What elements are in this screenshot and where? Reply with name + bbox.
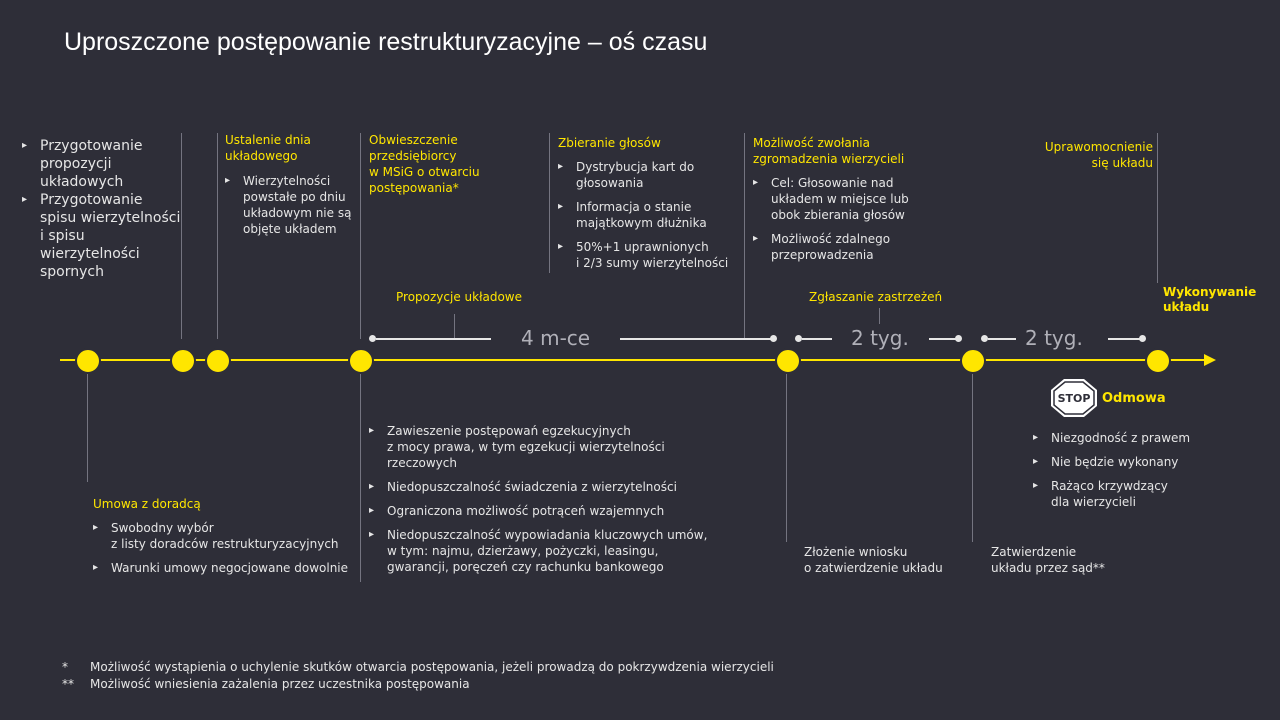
duration-line — [929, 338, 957, 340]
timeline-axis — [60, 359, 1208, 361]
separator-zgromadzenie — [744, 133, 745, 339]
zgromadzenie-section — [753, 135, 953, 271]
duration-line — [988, 338, 1016, 340]
milestone-uprawomocnienie — [1145, 348, 1171, 374]
page-title: Uproszczone postępowanie restrukturyzacyjne – oś czasu — [64, 28, 708, 56]
prep-item: ▸ Przygotowanie propozycji układowych — [22, 137, 182, 191]
duration-line — [1108, 338, 1140, 340]
zgromadzenie-item: ▸ Cel: Głosowanie nad układem w miejsce lub obok zbierania głosów — [753, 175, 953, 223]
duration-start-dot — [369, 335, 376, 342]
glosy-item: ▸ Informacja o stanie majątkowym dłużnika — [558, 199, 738, 231]
footnote-mark: ** — [62, 677, 74, 691]
skutki-item: ▸ Ograniczona możliwość potrąceń wzajemnych — [369, 503, 729, 519]
skutki-item: ▸ Niedopuszczalność świadczenia z wierzytelności — [369, 479, 729, 495]
milestone-prep — [170, 348, 196, 374]
footnote-text: Możliwość wniesienia zażalenia przez uczestnika postępowania — [90, 677, 470, 691]
odmowa-heading: Odmowa — [1102, 391, 1166, 406]
footnote-text: Możliwość wystąpienia o uchylenie skutków otwarcia postępowania, jeżeli prowadzą do pokrzywdzenia wierzycieli — [90, 660, 774, 674]
duration-start-dot — [981, 335, 988, 342]
stop-sign-icon — [1050, 378, 1098, 418]
milestone-dzien — [205, 348, 231, 374]
prep-section — [22, 137, 182, 281]
zgromadzenie-item: ▸ Możliwość zdalnego przeprowadzenia — [753, 231, 953, 263]
milestone-wniosek — [775, 348, 801, 374]
separator-glosy — [549, 133, 550, 273]
duration-line — [802, 338, 832, 340]
duration-4-months: 4 m-ce — [521, 326, 591, 350]
odmowa-item: ▸ Nie będzie wykonany — [1033, 454, 1233, 470]
duration-line — [376, 338, 491, 340]
umowa-item: ▸ Swobodny wybór z listy doradców restrukturyzacyjnych — [93, 520, 358, 552]
timeline-arrow-icon — [1204, 354, 1216, 366]
drop-skutki — [360, 372, 361, 582]
milestone-umowa — [75, 348, 101, 374]
duration-line — [620, 338, 772, 340]
propozycje-label: Propozycje układowe — [396, 290, 522, 304]
zatwierdzenie-text: Zatwierdzenie układu przez sąd** — [991, 545, 1105, 575]
skutki-item: ▸ Niedopuszczalność wypowiadania kluczowych umów, w tym: najmu, dzierżawy, pożyczki, leasingu, gwarancji, poręczeń czy rachunku bankowego — [369, 527, 729, 575]
wniosek-text: Złożenie wniosku o zatwierdzenie układu — [804, 545, 943, 575]
footnote — [62, 676, 1212, 693]
dzien-section — [225, 132, 355, 245]
odmowa-section — [1033, 430, 1233, 518]
glosy-item: ▸ 50%+1 uprawnionych i 2/3 sumy wierzytelności — [558, 239, 738, 271]
glosy-item: ▸ Dystrybucja kart do głosowania — [558, 159, 738, 191]
drop-zatwierdzenie — [972, 372, 973, 542]
separator-obwieszczenie — [360, 133, 361, 339]
duration-2-weeks: 2 tyg. — [851, 326, 909, 350]
duration-end-dot — [955, 335, 962, 342]
footnote-mark: * — [62, 660, 68, 674]
odmowa-item: ▸ Niezgodność z prawem — [1033, 430, 1233, 446]
glosy-heading: Zbieranie głosów — [558, 136, 661, 150]
umowa-item: ▸ Warunki umowy negocjowane dowolnie — [93, 560, 358, 576]
drop-wniosek — [786, 372, 787, 542]
separator-dzien — [217, 133, 218, 339]
tick-propozycje — [454, 314, 455, 338]
duration-end-dot — [770, 335, 777, 342]
footnotes — [62, 659, 1212, 693]
stop-sign-label: STOP — [1057, 392, 1091, 405]
duration-2-weeks: 2 tyg. — [1025, 326, 1083, 350]
duration-start-dot — [795, 335, 802, 342]
uprawomocnienie-heading: Uprawomocnienie się układu — [1044, 140, 1153, 170]
footnote — [62, 659, 1212, 676]
umowa-section — [93, 496, 358, 584]
wykonywanie-label: Wykonywanie układu — [1163, 285, 1257, 314]
zastrzezenia-label: Zgłaszanie zastrzeżeń — [809, 290, 943, 304]
drop-umowa — [87, 372, 88, 482]
duration-end-dot — [1139, 335, 1146, 342]
separator-uprawomocnienie — [1157, 133, 1158, 283]
glosy-section — [558, 135, 738, 279]
skutki-item: ▸ Zawieszenie postępowań egzekucyjnych z mocy prawa, w tym egzekucji wierzytelności rzeczowych — [369, 423, 729, 471]
milestone-obwieszczenie — [348, 348, 374, 374]
umowa-heading: Umowa z doradcą — [93, 497, 201, 511]
zgromadzenie-heading: Możliwość zwołania zgromadzenia wierzycieli — [753, 136, 905, 166]
prep-item: ▸ Przygotowanie spisu wierzytelności i spisu wierzytelności spornych — [22, 191, 182, 281]
tick-zastrzezenia — [879, 308, 880, 324]
obwieszczenie-heading: Obwieszczenie przedsiębiorcy w MSiG o otwarciu postępowania* — [369, 133, 480, 195]
dzien-item: ▸ Wierzytelności powstałe po dniu układowym nie są objęte układem — [225, 173, 355, 237]
odmowa-item: ▸ Rażąco krzywdzący dla wierzycieli — [1033, 478, 1233, 510]
dzien-heading: Ustalenie dnia układowego — [225, 133, 311, 163]
skutki-section — [369, 423, 729, 583]
milestone-zatwierdzenie — [960, 348, 986, 374]
